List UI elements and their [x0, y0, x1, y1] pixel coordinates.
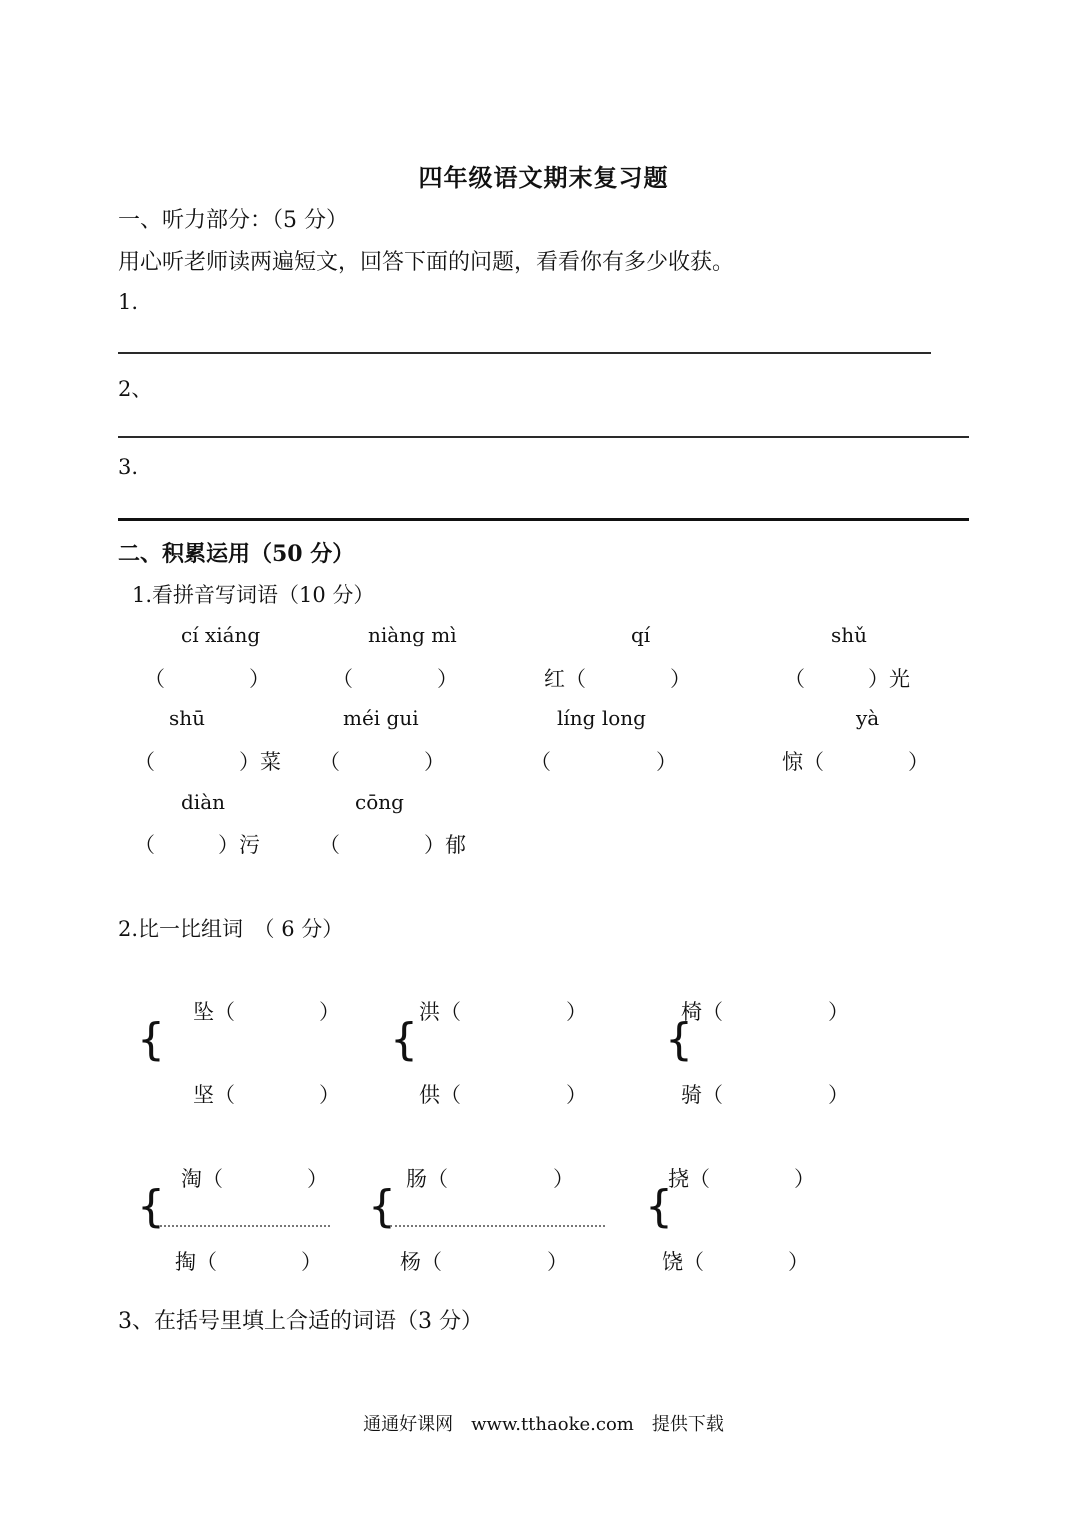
answer-line-1 — [118, 352, 931, 354]
answer-blank[interactable]: （ ）郁 — [319, 833, 466, 857]
answer-blank[interactable]: （ ） — [144, 667, 270, 691]
pinyin-item: líng long — [557, 706, 646, 730]
compare-item[interactable]: 肠（ ） — [406, 1167, 574, 1191]
answer-line-3 — [118, 518, 969, 521]
dotted-guide-line — [160, 1225, 330, 1227]
answer-line-2 — [118, 436, 969, 438]
pinyin-item: méi gui — [343, 706, 419, 730]
answer-blank[interactable]: 惊（ ） — [782, 750, 929, 774]
compare-item[interactable]: 骑（ ） — [681, 1083, 849, 1107]
section2-heading: 二、积累运用（50 分） — [118, 541, 355, 567]
footer-credit: 通通好课网 www.tthaoke.com 提供下载 — [363, 1414, 724, 1435]
compare-item[interactable]: 坚（ ） — [193, 1083, 340, 1107]
answer-blank[interactable]: （ ） — [332, 667, 458, 691]
question-3-label: 3. — [118, 455, 139, 479]
curly-brace-icon: { — [137, 1014, 165, 1065]
section1-instruction: 用心听老师读两遍短文，回答下面的问题，看看你有多少收获。 — [118, 250, 735, 275]
section1-heading: 一、听力部分：（5 分） — [118, 208, 348, 233]
compare-item[interactable]: 供（ ） — [419, 1083, 587, 1107]
pinyin-item: qí — [631, 623, 651, 647]
answer-blank[interactable]: （ ）污 — [134, 833, 260, 857]
compare-item[interactable]: 挠（ ） — [668, 1167, 815, 1191]
compare-question-heading: 2.比一比组词 （ 6 分） — [118, 917, 344, 941]
answer-blank[interactable]: 红（ ） — [544, 667, 691, 691]
answer-blank[interactable]: （ ）菜 — [134, 750, 281, 774]
compare-item[interactable]: 杨（ ） — [400, 1250, 568, 1274]
dotted-guide-line — [390, 1225, 605, 1227]
compare-item[interactable]: 椅（ ） — [681, 1000, 849, 1024]
answer-blank[interactable]: （ ） — [319, 750, 445, 774]
curly-brace-icon: { — [368, 1181, 396, 1232]
compare-item[interactable]: 掏（ ） — [175, 1250, 322, 1274]
pinyin-item: niàng mì — [368, 623, 457, 647]
pinyin-item: cōng — [355, 790, 404, 814]
curly-brace-icon: { — [137, 1181, 165, 1232]
curly-brace-icon: { — [645, 1181, 673, 1232]
answer-blank[interactable]: （ ）光 — [784, 667, 910, 691]
question-2-label: 2、 — [118, 377, 153, 401]
fill-words-question-heading: 3、在括号里填上合适的词语（3 分） — [118, 1309, 483, 1334]
curly-brace-icon: { — [665, 1014, 693, 1065]
pinyin-item: shǔ — [831, 623, 868, 647]
compare-item[interactable]: 坠（ ） — [193, 1000, 340, 1024]
curly-brace-icon: { — [390, 1014, 418, 1065]
pinyin-item: shū — [169, 706, 206, 730]
pinyin-question-heading: 1.看拼音写词语（10 分） — [132, 583, 375, 607]
question-1-label: 1. — [118, 290, 139, 314]
compare-item[interactable]: 饶（ ） — [662, 1250, 809, 1274]
pinyin-item: diàn — [181, 790, 226, 814]
compare-item[interactable]: 淘（ ） — [181, 1167, 328, 1191]
answer-blank[interactable]: （ ） — [530, 750, 677, 774]
compare-item[interactable]: 洪（ ） — [419, 1000, 587, 1024]
page-title: 四年级语文期末复习题 — [418, 163, 669, 192]
pinyin-item: cí xiáng — [181, 623, 261, 647]
pinyin-item: yà — [856, 706, 880, 730]
